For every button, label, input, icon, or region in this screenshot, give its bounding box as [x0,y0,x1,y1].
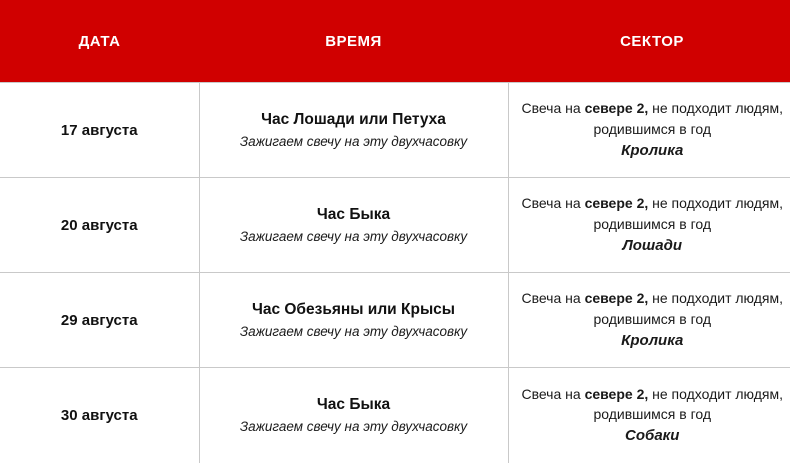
header-row [0,0,790,83]
time-note: Зажигаем свечу на эту двухчасовку [239,229,468,244]
time-note: Зажигаем свечу на эту двухчасовку [239,324,468,339]
sector-prefix: Свеча на [521,100,585,117]
cell-sector [508,83,790,178]
time-note: Зажигаем свечу на эту двухчасовку [239,419,468,435]
cell-date: 20 августа [0,178,199,273]
cell-sector [508,273,790,368]
cell-time [199,273,508,368]
column-header-sector: СЕКТОР [508,0,790,83]
sector-direction: севере 2, [584,385,649,402]
table-row [0,178,790,273]
time-title: Час Обезьяны или Крысы [251,301,456,318]
cell-date: 17 августа [0,83,199,178]
cell-time [199,368,508,463]
column-header-time: ВРЕМЯ [199,0,508,83]
table-row [0,273,790,368]
sector-direction: севере 2, [584,100,649,117]
cell-time [199,83,508,178]
sector-prefix: Свеча на [521,385,585,402]
sector-animal: Лошади [622,236,683,254]
cell-date: 30 августа [0,368,199,463]
table-body [0,83,790,463]
cell-time [199,178,508,273]
sector-animal: Кролика [621,331,684,349]
sector-animal: Кролика [621,141,684,159]
time-title: Час Быка [316,396,391,414]
column-header-date: ДАТА [0,0,199,83]
table-row [0,83,790,178]
table-row [0,368,790,463]
sector-prefix: Свеча на [521,195,585,212]
sector-direction: севере 2, [584,290,649,307]
time-title: Час Лошади или Петуха [261,111,446,128]
sector-direction: севере 2, [584,195,649,212]
sector-prefix: Свеча на [521,290,585,307]
sector-middle: не подходит людям, родившимся в год [593,290,784,327]
table-header [0,0,790,83]
time-title: Час Быка [316,206,391,223]
cell-sector [508,368,790,463]
cell-date: 29 августа [0,273,199,368]
sector-animal: Собаки [625,427,680,445]
cell-sector [508,178,790,273]
sector-middle: не подходит людям, родившимся в год [593,385,784,422]
time-note: Зажигаем свечу на эту двухчасовку [239,134,468,149]
sector-middle: не подходит людям, родившимся в год [593,195,784,232]
sector-middle: не подходит людям, родившимся в год [593,100,784,137]
